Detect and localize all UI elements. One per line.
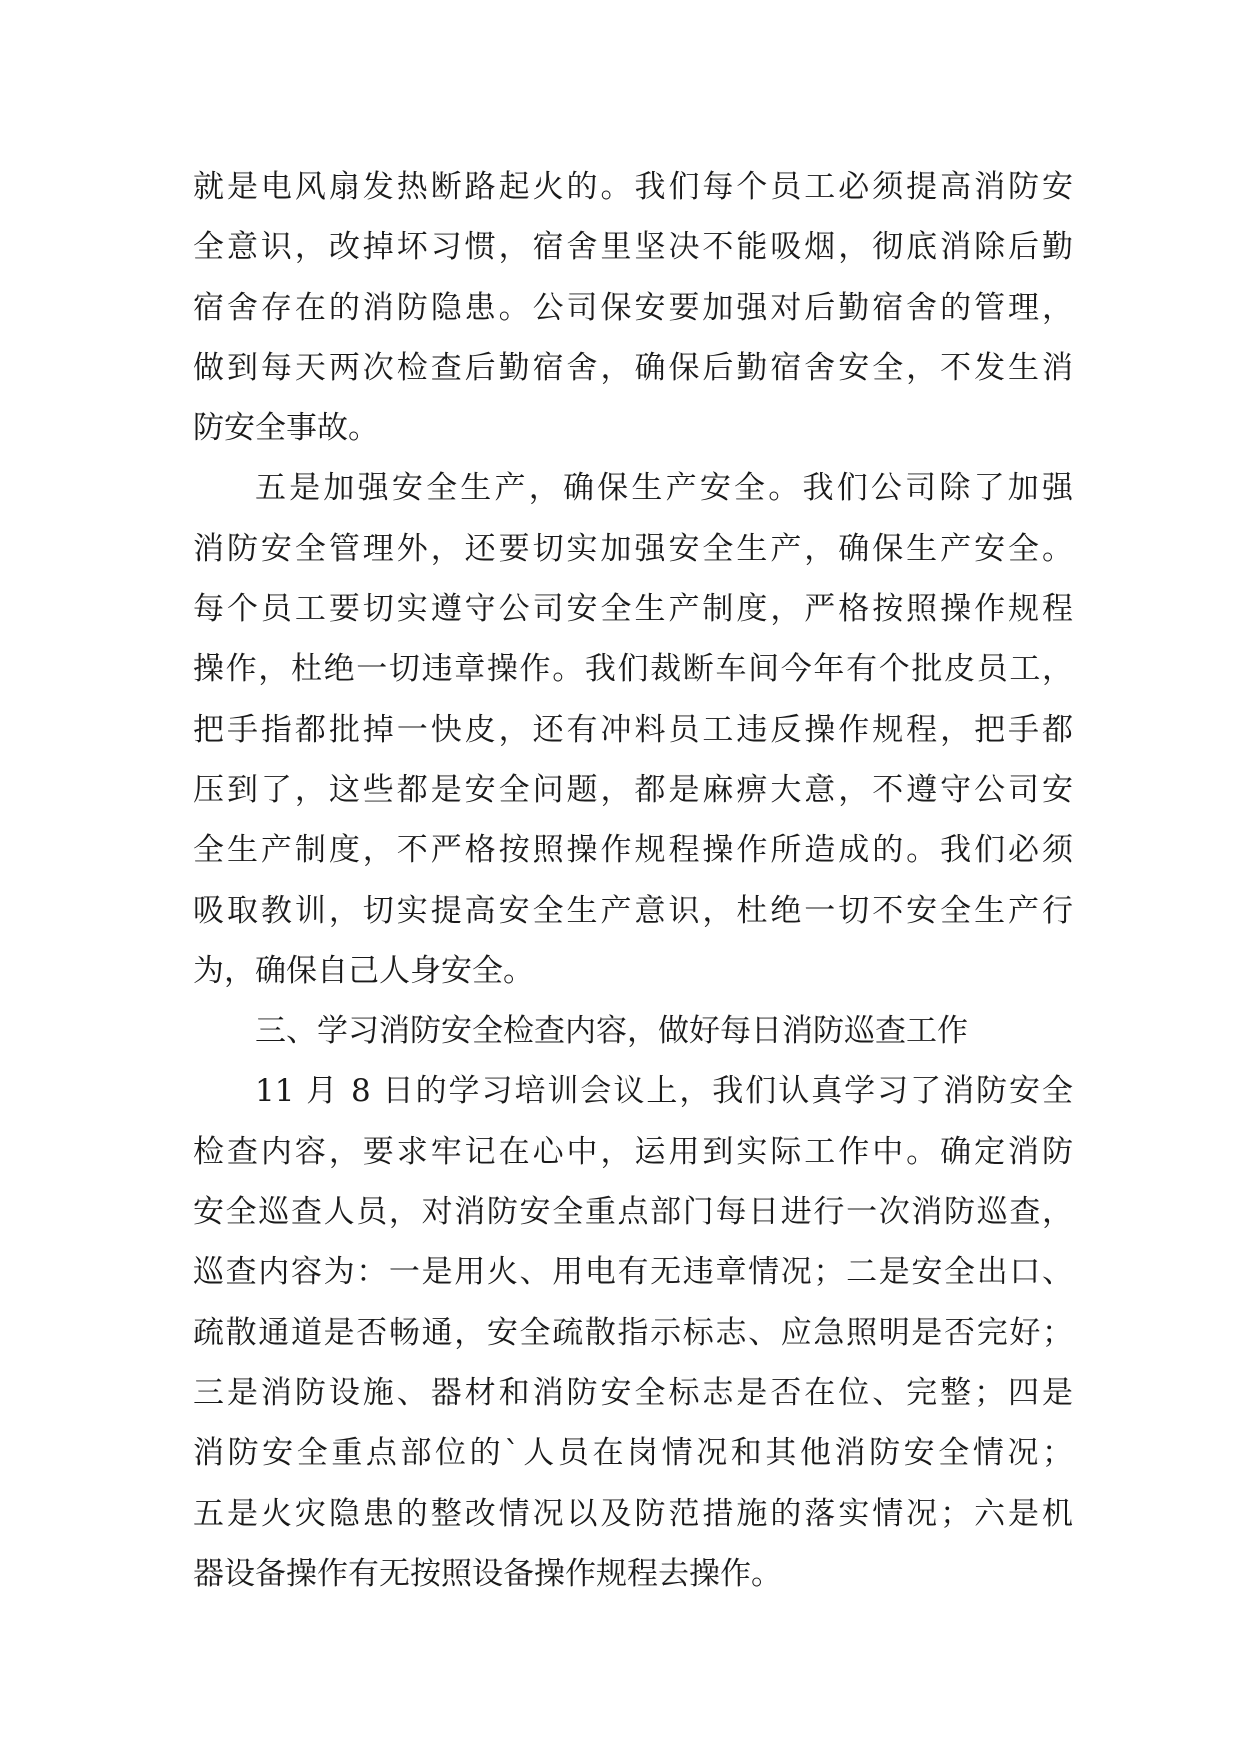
text-line: 操作，杜绝一切违章操作。我们裁断车间今年有个批皮员工，	[193, 651, 1073, 688]
text-line: 检查内容，要求牢记在心中，运用到实际工作中。确定消防	[193, 1133, 1073, 1170]
text-line: 压到了，这些都是安全问题，都是麻痹大意，不遵守公司安	[193, 771, 1073, 808]
text-line: 安全巡查人员，对消防安全重点部门每日进行一次消防巡查，	[193, 1194, 1073, 1231]
text-line: 消防安全管理外，还要切实加强安全生产，确保生产安全。	[193, 530, 1073, 567]
text-line: 疏散通道是否畅通，安全疏散指示标志、应急照明是否完好；	[193, 1314, 1073, 1351]
text-line: 防安全事故。	[193, 410, 379, 447]
text-line: 三是消防设施、器材和消防安全标志是否在位、完整；四是	[193, 1374, 1073, 1411]
text-line: 五是火灾隐患的整改情况以及防范措施的落实情况；六是机	[193, 1495, 1073, 1532]
paragraph-first-line: 五是加强安全生产，确保生产安全。我们公司除了加强	[255, 470, 1073, 507]
section-heading: 三、学习消防安全检查内容，做好每日消防巡查工作	[255, 1013, 968, 1050]
text-line: 每个员工要切实遵守公司安全生产制度，严格按照操作规程	[193, 591, 1073, 628]
body-text	[193, 157, 1073, 1604]
text-line: 宿舍存在的消防隐患。公司保安要加强对后勤宿舍的管理，	[193, 289, 1073, 326]
text-line: 巡查内容为：一是用火、用电有无违章情况；二是安全出口、	[193, 1254, 1073, 1291]
text-line: 为，确保自己人身安全。	[193, 952, 534, 989]
text-line: 把手指都批掉一快皮，还有冲料员工违反操作规程，把手都	[193, 711, 1073, 748]
text-line: 做到每天两次检查后勤宿舍，确保后勤宿舍安全，不发生消	[193, 349, 1073, 386]
text-line: 吸取教训，切实提高安全生产意识，杜绝一切不安全生产行	[193, 892, 1073, 929]
text-line: 全意识，改掉坏习惯，宿舍里坚决不能吸烟，彻底消除后勤	[193, 229, 1073, 266]
paragraph-first-line: 11 月 8 日的学习培训会议上，我们认真学习了消防安全	[255, 1073, 1073, 1110]
text-line: 消防安全重点部位的`人员在岗情况和其他消防安全情况；	[193, 1435, 1073, 1472]
text-line: 就是电风扇发热断路起火的。我们每个员工必须提高消防安	[193, 169, 1073, 205]
text-line: 全生产制度，不严格按照操作规程操作所造成的。我们必须	[193, 832, 1073, 869]
text-line: 器设备操作有无按照设备操作规程去操作。	[193, 1555, 782, 1592]
